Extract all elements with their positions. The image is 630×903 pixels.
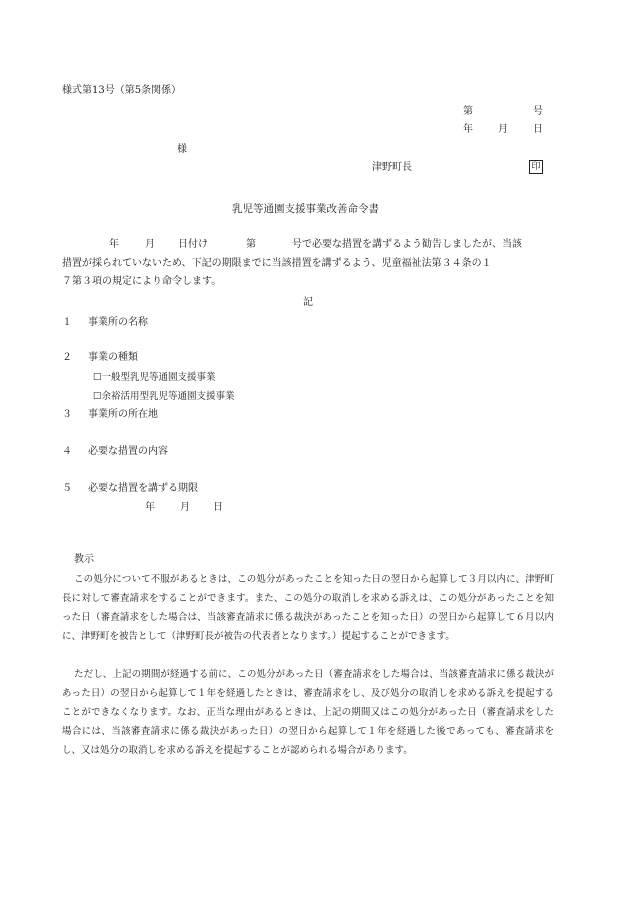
notice-paragraph-1: この処分について不服があるときは、この処分があったことを知った日の翌日から起算して３月以内に、津野町長に対して審査請求をすることができます。また、この処分の取消しを求める訴えは、この処分があったことを知った日（審査請求をした場合は、当該審査請求に係る裁決があったことを知った日）の翌日から起算して６月以内に、津野町を被告として（津野町長が被告の代表者となります。）提起することができます。 <box>62 574 554 642</box>
item-2-label: 事業の種類 <box>88 352 138 363</box>
form-label: 様式第13号（第5条関係） <box>62 85 182 96</box>
business-type-general: ☐一般型乳児等通園支援事業 <box>93 372 216 383</box>
body-year: 年 <box>109 239 119 250</box>
issuer-name: 津野町長 <box>372 162 412 173</box>
deadline-year: 年 <box>145 502 155 513</box>
item-3-number: ３ <box>62 409 72 420</box>
body-dated: 日付け <box>178 239 208 250</box>
item-4-number: ４ <box>62 446 72 457</box>
addressee-suffix: 様 <box>177 144 187 155</box>
date-year: 年 <box>463 124 473 135</box>
deadline-month: 月 <box>180 502 190 513</box>
body-line2: 措置が採られていないため、下記の期限までに当該措置を講ずるよう、児童福祉法第３４条の１ <box>62 258 492 269</box>
item-5-label: 必要な措置を講ずる期限 <box>88 483 198 494</box>
item-5-number: ５ <box>62 483 72 494</box>
item-4-label: 必要な措置の内容 <box>88 446 168 457</box>
item-1-label: 事業所の名称 <box>88 317 148 328</box>
date-month: 月 <box>498 124 508 135</box>
item-1-number: １ <box>62 317 72 328</box>
body-line3: ７第３項の規定により命令します。 <box>62 276 222 287</box>
body-month: 月 <box>145 239 155 250</box>
body-number-prefix: 第 <box>246 239 256 250</box>
deadline-day: 日 <box>213 502 223 513</box>
notice-heading: 教示 <box>74 554 94 565</box>
number-prefix: 第 <box>463 106 473 117</box>
business-type-surplus: ☐余裕活用型乳児等通園支援事業 <box>93 391 235 402</box>
date-day: 日 <box>533 124 543 135</box>
ki-marker: 記 <box>303 297 313 308</box>
document-title: 乳児等通園支援事業改善命令書 <box>232 203 379 215</box>
notice-paragraph-2: ただし、上記の期間が経過する前に、この処分があった日（審査請求をした場合は、当該審査請求に係る裁決があった日）の翌日から起算して１年を経過したときは、審査請求をし、及び処分の取消しを求める訴えを提起することができなくなります。なお、正当な理由があるときは、上記の期間又はこの処分があった日（審査請求をした場合には、当該審査請求に係る裁決があった日）の翌日から起算して１年を経過した後であっても、審査請求をし、又は処分の取消しを求める訴えを提起することが認められる場合があります。 <box>62 669 554 756</box>
item-2-number: ２ <box>62 352 72 363</box>
seal-box: 印 <box>529 160 543 174</box>
item-3-label: 事業所の所在地 <box>88 409 158 420</box>
number-suffix: 号 <box>533 106 543 117</box>
body-line1-rest: 号で必要な措置を講ずるよう勧告しましたが、当該 <box>292 239 522 250</box>
